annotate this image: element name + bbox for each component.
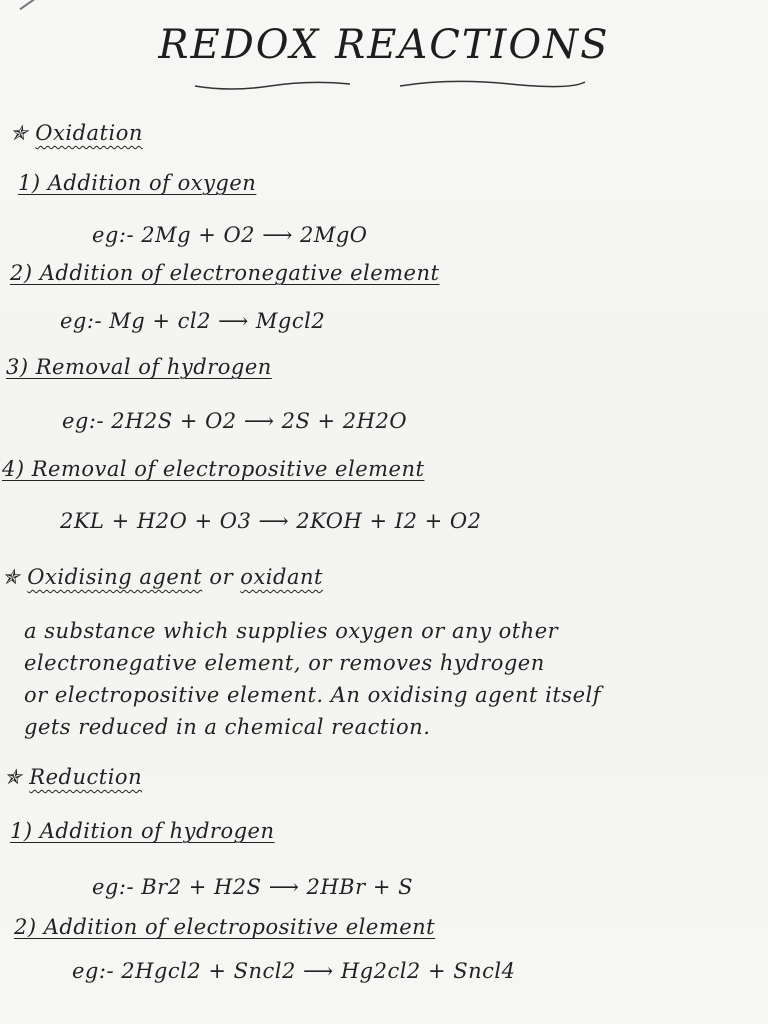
oxidation-item-2-example: eg:- Mg + cl2 ⟶ Mgcl2	[60, 309, 326, 333]
oxidising-agent-line-4: gets reduced in a chemical reaction.	[24, 715, 431, 739]
oxidation-item-4-example: 2KL + H2O + O3 ⟶ 2KOH + I2 + O2	[60, 509, 482, 533]
oxidising-agent-heading-or: or	[209, 565, 234, 589]
oxidising-agent-line-1: a substance which supplies oxygen or any other	[24, 619, 559, 643]
title-underline	[190, 74, 590, 94]
reduction-heading-text: Reduction	[29, 765, 143, 789]
oxidation-item-4-label: 4) Removal of electropositive element	[2, 457, 425, 481]
oxidation-item-3-example: eg:- 2H2S + O2 ⟶ 2S + 2H2O	[62, 409, 408, 433]
oxidising-agent-heading-b: oxidant	[240, 565, 323, 589]
oxidising-agent-line-2: electronegative element, or removes hydrogen	[24, 651, 545, 675]
reduction-heading	[4, 764, 142, 790]
page-title: REDOX REACTIONS	[158, 22, 610, 68]
star-icon: ✯	[4, 765, 23, 789]
star-icon: ✯	[10, 121, 29, 145]
oxidation-item-1-label: 1) Addition of oxygen	[18, 171, 257, 195]
oxidising-agent-heading	[2, 564, 323, 590]
oxidation-item-2-label: 2) Addition of electronegative element	[10, 261, 440, 285]
reduction-item-1-example: eg:- Br2 + H2S ⟶ 2HBr + S	[92, 875, 413, 899]
reduction-item-2-label: 2) Addition of electropositive element	[14, 915, 436, 939]
oxidation-item-3-label: 3) Removal of hydrogen	[6, 355, 272, 379]
oxidation-item-1-example: eg:- 2Mg + O2 ⟶ 2MgO	[92, 223, 368, 247]
star-icon: ✯	[2, 565, 21, 589]
oxidising-agent-line-3: or electropositive element. An oxidising agent itself	[24, 683, 601, 707]
reduction-item-1-label: 1) Addition of hydrogen	[10, 819, 275, 843]
oxidising-agent-heading-a: Oxidising agent	[27, 565, 203, 589]
pencil-mark	[19, 0, 38, 10]
oxidation-heading-text: Oxidation	[35, 121, 143, 145]
oxidation-heading	[10, 120, 143, 146]
reduction-item-2-example: eg:- 2Hgcl2 + Sncl2 ⟶ Hg2cl2 + Sncl4	[72, 959, 516, 983]
